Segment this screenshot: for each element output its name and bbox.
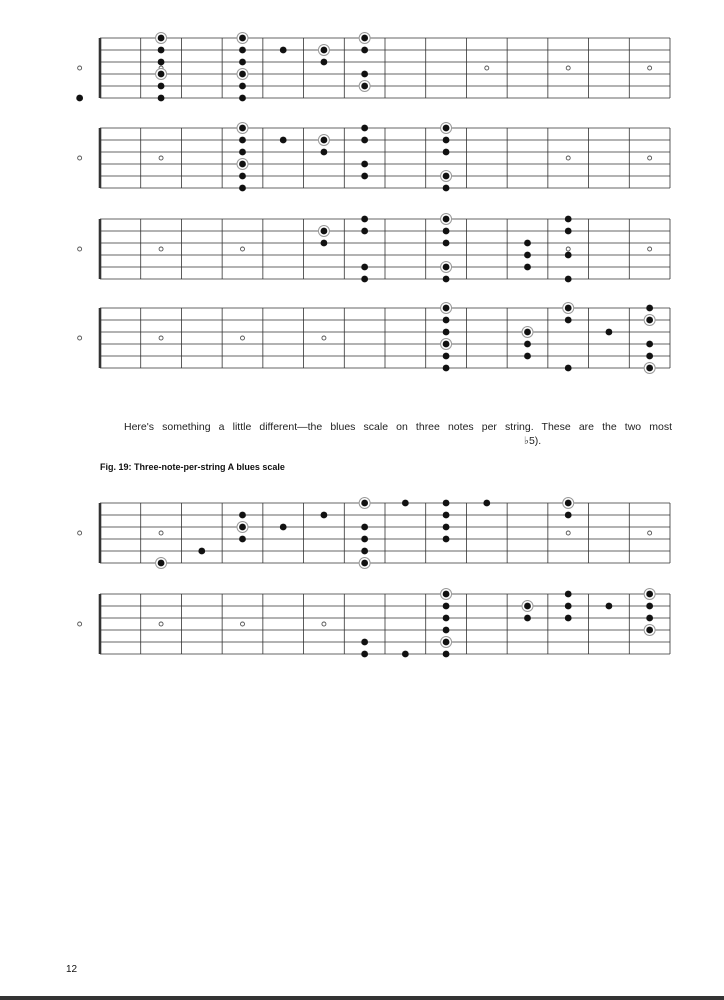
inlay-marker: [78, 247, 82, 251]
inlay-marker: [485, 66, 489, 70]
inlay-marker: [566, 66, 570, 70]
note-dot: [565, 603, 572, 610]
diagram-5: [78, 498, 670, 569]
inlay-marker: [241, 247, 245, 251]
note-dot: [361, 524, 368, 531]
inlay-marker: [159, 247, 163, 251]
note-dot: [524, 329, 531, 336]
note-dot: [443, 240, 450, 247]
note-dot: [158, 560, 165, 567]
note-dot: [239, 125, 246, 132]
inlay-marker: [78, 531, 82, 535]
note-dot: [646, 603, 653, 610]
note-dot: [443, 137, 450, 144]
inlay-marker: [648, 66, 652, 70]
note-dot: [239, 512, 246, 519]
note-dot: [280, 137, 287, 144]
note-dot: [239, 149, 246, 156]
diagram-2: [78, 123, 670, 192]
note-dot: [198, 548, 205, 555]
note-dot: [443, 524, 450, 531]
note-dot: [239, 35, 246, 42]
figure-caption: Fig. 19: Three-note-per-string A blues scale: [100, 462, 285, 472]
note-dot: [361, 71, 368, 78]
note-dot: [443, 639, 450, 646]
note-dot: [443, 603, 450, 610]
note-dot: [321, 512, 328, 519]
note-dot: [361, 47, 368, 54]
note-dot: [443, 305, 450, 312]
note-dot: [524, 341, 531, 348]
note-dot: [646, 341, 653, 348]
inlay-marker: [566, 531, 570, 535]
note-dot: [565, 500, 572, 507]
inlay-marker: [241, 336, 245, 340]
note-dot: [524, 264, 531, 271]
note-dot: [443, 317, 450, 324]
note-dot: [524, 603, 531, 610]
note-dot: [239, 173, 246, 180]
note-dot: [565, 216, 572, 223]
note-dot: [443, 276, 450, 283]
note-dot: [361, 216, 368, 223]
note-dot: [565, 615, 572, 622]
note-dot: [443, 591, 450, 598]
note-dot: [361, 173, 368, 180]
inlay-marker: [648, 247, 652, 251]
diagram-6: [78, 589, 670, 658]
note-dot: [361, 548, 368, 555]
note-dot: [321, 59, 328, 66]
note-dot: [361, 228, 368, 235]
inlay-marker: [159, 156, 163, 160]
note-dot: [361, 125, 368, 132]
note-dot: [402, 651, 409, 658]
note-dot: [606, 329, 613, 336]
note-dot: [443, 627, 450, 634]
note-dot: [565, 276, 572, 283]
note-dot: [443, 125, 450, 132]
note-dot: [483, 500, 490, 507]
note-dot: [646, 627, 653, 634]
note-dot: [361, 137, 368, 144]
note-dot: [443, 264, 450, 271]
inlay-marker: [78, 622, 82, 626]
note-dot: [239, 161, 246, 168]
inlay-marker: [322, 336, 326, 340]
note-dot: [361, 264, 368, 271]
note-dot: [565, 591, 572, 598]
note-dot: [361, 276, 368, 283]
inlay-marker: [159, 336, 163, 340]
note-dot: [361, 35, 368, 42]
note-dot: [158, 83, 165, 90]
note-dot: [646, 317, 653, 324]
note-dot: [565, 228, 572, 235]
note-dot: [321, 240, 328, 247]
note-dot: [361, 536, 368, 543]
note-dot: [321, 47, 328, 54]
note-dot: [321, 149, 328, 156]
note-dot: [361, 639, 368, 646]
inlay-marker: [322, 622, 326, 626]
inlay-marker: [78, 66, 82, 70]
note-dot: [76, 95, 83, 102]
note-dot: [158, 95, 165, 102]
note-dot: [321, 228, 328, 235]
note-dot: [402, 500, 409, 507]
note-dot: [239, 95, 246, 102]
note-dot: [239, 137, 246, 144]
note-dot: [158, 35, 165, 42]
note-dot: [239, 71, 246, 78]
note-dot: [646, 615, 653, 622]
note-dot: [239, 83, 246, 90]
diagram-3: [78, 214, 670, 283]
note-dot: [443, 512, 450, 519]
note-dot: [443, 651, 450, 658]
note-dot: [524, 252, 531, 259]
note-dot: [158, 47, 165, 54]
note-dot: [646, 591, 653, 598]
note-dot: [280, 47, 287, 54]
note-dot: [239, 524, 246, 531]
note-dot: [443, 185, 450, 192]
inlay-marker: [159, 622, 163, 626]
note-dot: [443, 365, 450, 372]
note-dot: [280, 524, 287, 531]
note-dot: [646, 365, 653, 372]
note-dot: [443, 615, 450, 622]
note-dot: [443, 536, 450, 543]
note-dot: [239, 185, 246, 192]
inlay-marker: [566, 156, 570, 160]
inlay-marker: [648, 531, 652, 535]
note-dot: [443, 228, 450, 235]
diagram-1: [76, 33, 670, 102]
note-dot: [239, 59, 246, 66]
note-dot: [443, 353, 450, 360]
note-dot: [361, 161, 368, 168]
note-dot: [646, 305, 653, 312]
note-dot: [443, 341, 450, 348]
note-dot: [158, 59, 165, 66]
note-dot: [646, 353, 653, 360]
note-dot: [565, 252, 572, 259]
body-paragraph: [124, 420, 672, 448]
note-dot: [361, 651, 368, 658]
note-dot: [524, 353, 531, 360]
note-dot: [443, 149, 450, 156]
inlay-marker: [159, 531, 163, 535]
inlay-marker: [648, 156, 652, 160]
note-dot: [524, 240, 531, 247]
note-dot: [565, 365, 572, 372]
paragraph-line-2: ♭5).: [524, 435, 542, 447]
inlay-marker: [78, 336, 82, 340]
note-dot: [158, 71, 165, 78]
note-dot: [443, 216, 450, 223]
note-dot: [361, 500, 368, 507]
paragraph-line-1: Here's something a little different—the blues scale on three notes per string. These are the two most: [124, 421, 672, 433]
note-dot: [524, 615, 531, 622]
note-dot: [239, 47, 246, 54]
note-dot: [239, 536, 246, 543]
inlay-marker: [566, 247, 570, 251]
note-dot: [443, 500, 450, 507]
note-dot: [443, 173, 450, 180]
note-dot: [606, 603, 613, 610]
inlay-marker: [78, 156, 82, 160]
note-dot: [361, 83, 368, 90]
note-dot: [361, 560, 368, 567]
note-dot: [565, 317, 572, 324]
page-number: 12: [66, 964, 78, 975]
note-dot: [321, 137, 328, 144]
inlay-marker: [241, 622, 245, 626]
note-dot: [443, 329, 450, 336]
note-dot: [565, 512, 572, 519]
diagram-4: [78, 303, 670, 374]
page-bottom-border: [0, 996, 724, 1000]
note-dot: [565, 305, 572, 312]
